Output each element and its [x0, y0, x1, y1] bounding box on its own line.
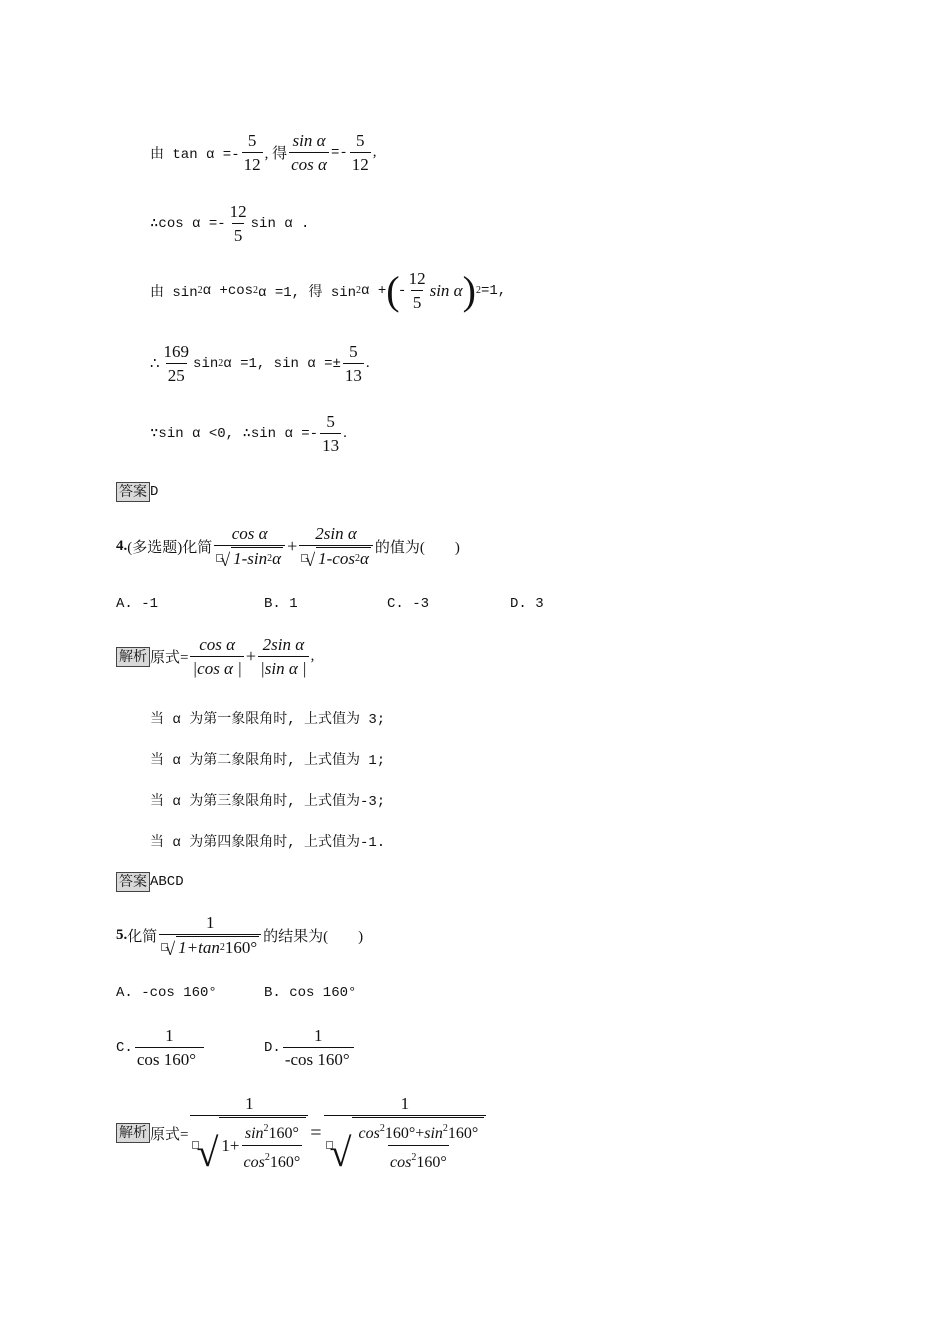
therefore: ∴: [150, 356, 160, 372]
q4-option-c: C. -3: [387, 596, 430, 612]
inner-fraction: $\frac{\cos^2160^\circ+\sin^2160^\circ}{\cos^2160^\circ}$: [358, 1123, 479, 1171]
sqrt: √ 1-cos 2 α: [301, 547, 371, 569]
q5-solution: [116, 1093, 488, 1173]
fraction-5-13: $\frac{5}{13}$: [344, 342, 362, 385]
text: ,: [310, 648, 315, 664]
answer-tag: 答案: [116, 482, 150, 502]
text: =1,: [480, 282, 507, 299]
q4-case-4: 当 α 为第四象限角时, 上式值为-1.: [150, 835, 386, 851]
sqrt: √ 1-sin 2 α: [216, 547, 283, 569]
inner-fraction: $\frac{\sin^2160^\circ}{\cos^2160^\circ}$: [243, 1123, 301, 1171]
solution-tag: 解析: [116, 647, 150, 667]
text: sin α .: [250, 215, 310, 232]
answer-value: D: [150, 484, 159, 500]
text: α +cos: [202, 282, 254, 299]
fraction-sol-1: 1 √ 1+ $\frac{\sin^2160^\circ}{\cos^2160^\circ}$: [190, 1093, 308, 1173]
text: α +: [361, 282, 387, 299]
text: .: [343, 425, 347, 441]
fraction-5-12b: $\frac{5}{12}$: [351, 131, 369, 174]
fraction-cos-abs: $\frac{\text{cos α}}{\text{|cos α |}}$: [192, 635, 242, 678]
q4-answer: [116, 872, 184, 892]
q4-case-3: 当 α 为第三象限角时, 上式值为-3;: [150, 794, 386, 810]
fraction-2sin-root: 2sin α √ 1-cos 2 α: [299, 523, 373, 569]
q4-solution: [116, 634, 314, 679]
q4-case-2: 当 α 为第二象限角时, 上式值为 1;: [150, 753, 386, 769]
fraction-5-12: $\frac{5}{12}$: [243, 131, 261, 174]
sqrt: √ 1+ $\frac{\sin^2160^\circ}{\cos^2160^\circ}$: [192, 1117, 306, 1173]
q5-option-d: D. $\frac{1}{-\cos 160^\circ}$: [264, 1025, 356, 1070]
question-number: 4.: [116, 537, 128, 554]
right-paren: ): [462, 267, 476, 313]
sol3-line5: [150, 411, 347, 456]
q5-stem: [116, 912, 363, 958]
answer-tag: 答案: [116, 872, 150, 892]
question-number: 5.: [116, 926, 128, 943]
sol3-line1: [150, 130, 377, 175]
q4-stem: [116, 523, 460, 569]
text: 原式=: [150, 1126, 189, 1143]
q4-option-b: B. 1: [264, 596, 298, 612]
plus: +: [287, 535, 298, 556]
text: =-: [330, 144, 348, 161]
sol3-line3: 由 sin 2 α +cos 2 α =1, 得 sin 2 α + ( - $\frac{12}{5}$ sin α ) 2 =1,: [150, 267, 507, 313]
text: 原式=: [150, 650, 189, 666]
fraction-1-root: 1 √ 1+tan 2 160°: [159, 912, 261, 958]
text: sin α: [429, 280, 463, 300]
sqrt: √ $\frac{\cos^2160^\circ+\sin^2160^\circ}{\cos^2160^\circ}$: [326, 1117, 485, 1173]
text: ,: [372, 144, 377, 160]
text: 由 sin: [150, 284, 198, 301]
text: α =1, sin α =±: [223, 355, 341, 372]
equals: =: [310, 1121, 322, 1144]
fraction-169-25: $\frac{169}{25}$: [163, 342, 190, 385]
fraction-12-5: $\frac{12}{5}$: [229, 202, 247, 245]
text: ∴cos α =-: [150, 216, 226, 232]
q4-option-a: A. -1: [116, 596, 159, 612]
text: ∵sin α <0, ∴sin α =-: [150, 426, 319, 442]
q5-option-a: A. -cos 160°: [116, 985, 217, 1001]
solution-tag: 解析: [116, 1123, 150, 1143]
question-suffix: 的值为( ): [374, 539, 460, 556]
q5-option-b: B. cos 160°: [264, 985, 357, 1001]
fraction-sin-cos: $\frac{\text{sin α}}{\text{cos α}}$: [291, 131, 327, 174]
q4-case-1: 当 α 为第一象限角时, 上式值为 3;: [150, 712, 386, 728]
question-prefix: 化简: [127, 928, 158, 945]
question-suffix: 的结果为( ): [263, 928, 364, 945]
left-paren: (: [386, 267, 400, 313]
fraction-sin-abs: $\frac{\text{2sin α}}{\text{|sin α |}}$: [260, 635, 307, 678]
fraction-sol-2: 1 √ $\frac{\cos^2160^\circ+\sin^2160^\circ}{\cos^2160^\circ}$: [324, 1093, 487, 1173]
text: α =1, 得 sin: [258, 284, 357, 301]
answer-value: ABCD: [150, 874, 184, 890]
plus: +: [245, 646, 257, 666]
fraction-1-negcos160: $\frac{1}{-\cos 160^\circ}$: [283, 1025, 354, 1070]
q5-option-c: C. $\frac{1}{\cos 160^\circ}$: [116, 1025, 206, 1070]
fraction-cos-root: cos α √ 1-sin 2 α: [214, 523, 285, 569]
text: sin: [193, 355, 219, 372]
sqrt: √ 1+tan 2 160°: [161, 936, 259, 958]
q4-option-d: D. 3: [510, 596, 544, 612]
sol3-line4: ∴ $\frac{169}{25}$ sin 2 α =1, sin α =± $\frac{5}{13}$ .: [150, 342, 370, 385]
fraction-1-cos160: $\frac{1}{\cos 160^\circ}$: [135, 1025, 204, 1070]
text: .: [365, 355, 370, 371]
text: 由 tan α =-: [150, 146, 240, 163]
fraction-5-13b: $\frac{5}{13}$: [322, 412, 340, 455]
question-prefix: (多选题)化简: [127, 539, 213, 556]
sol3-line2: [150, 201, 309, 246]
minus: -: [399, 282, 405, 298]
text: , 得: [264, 146, 288, 162]
sol3-answer: [116, 482, 158, 502]
fraction-12-5b: $\frac{12}{5}$: [408, 269, 426, 312]
